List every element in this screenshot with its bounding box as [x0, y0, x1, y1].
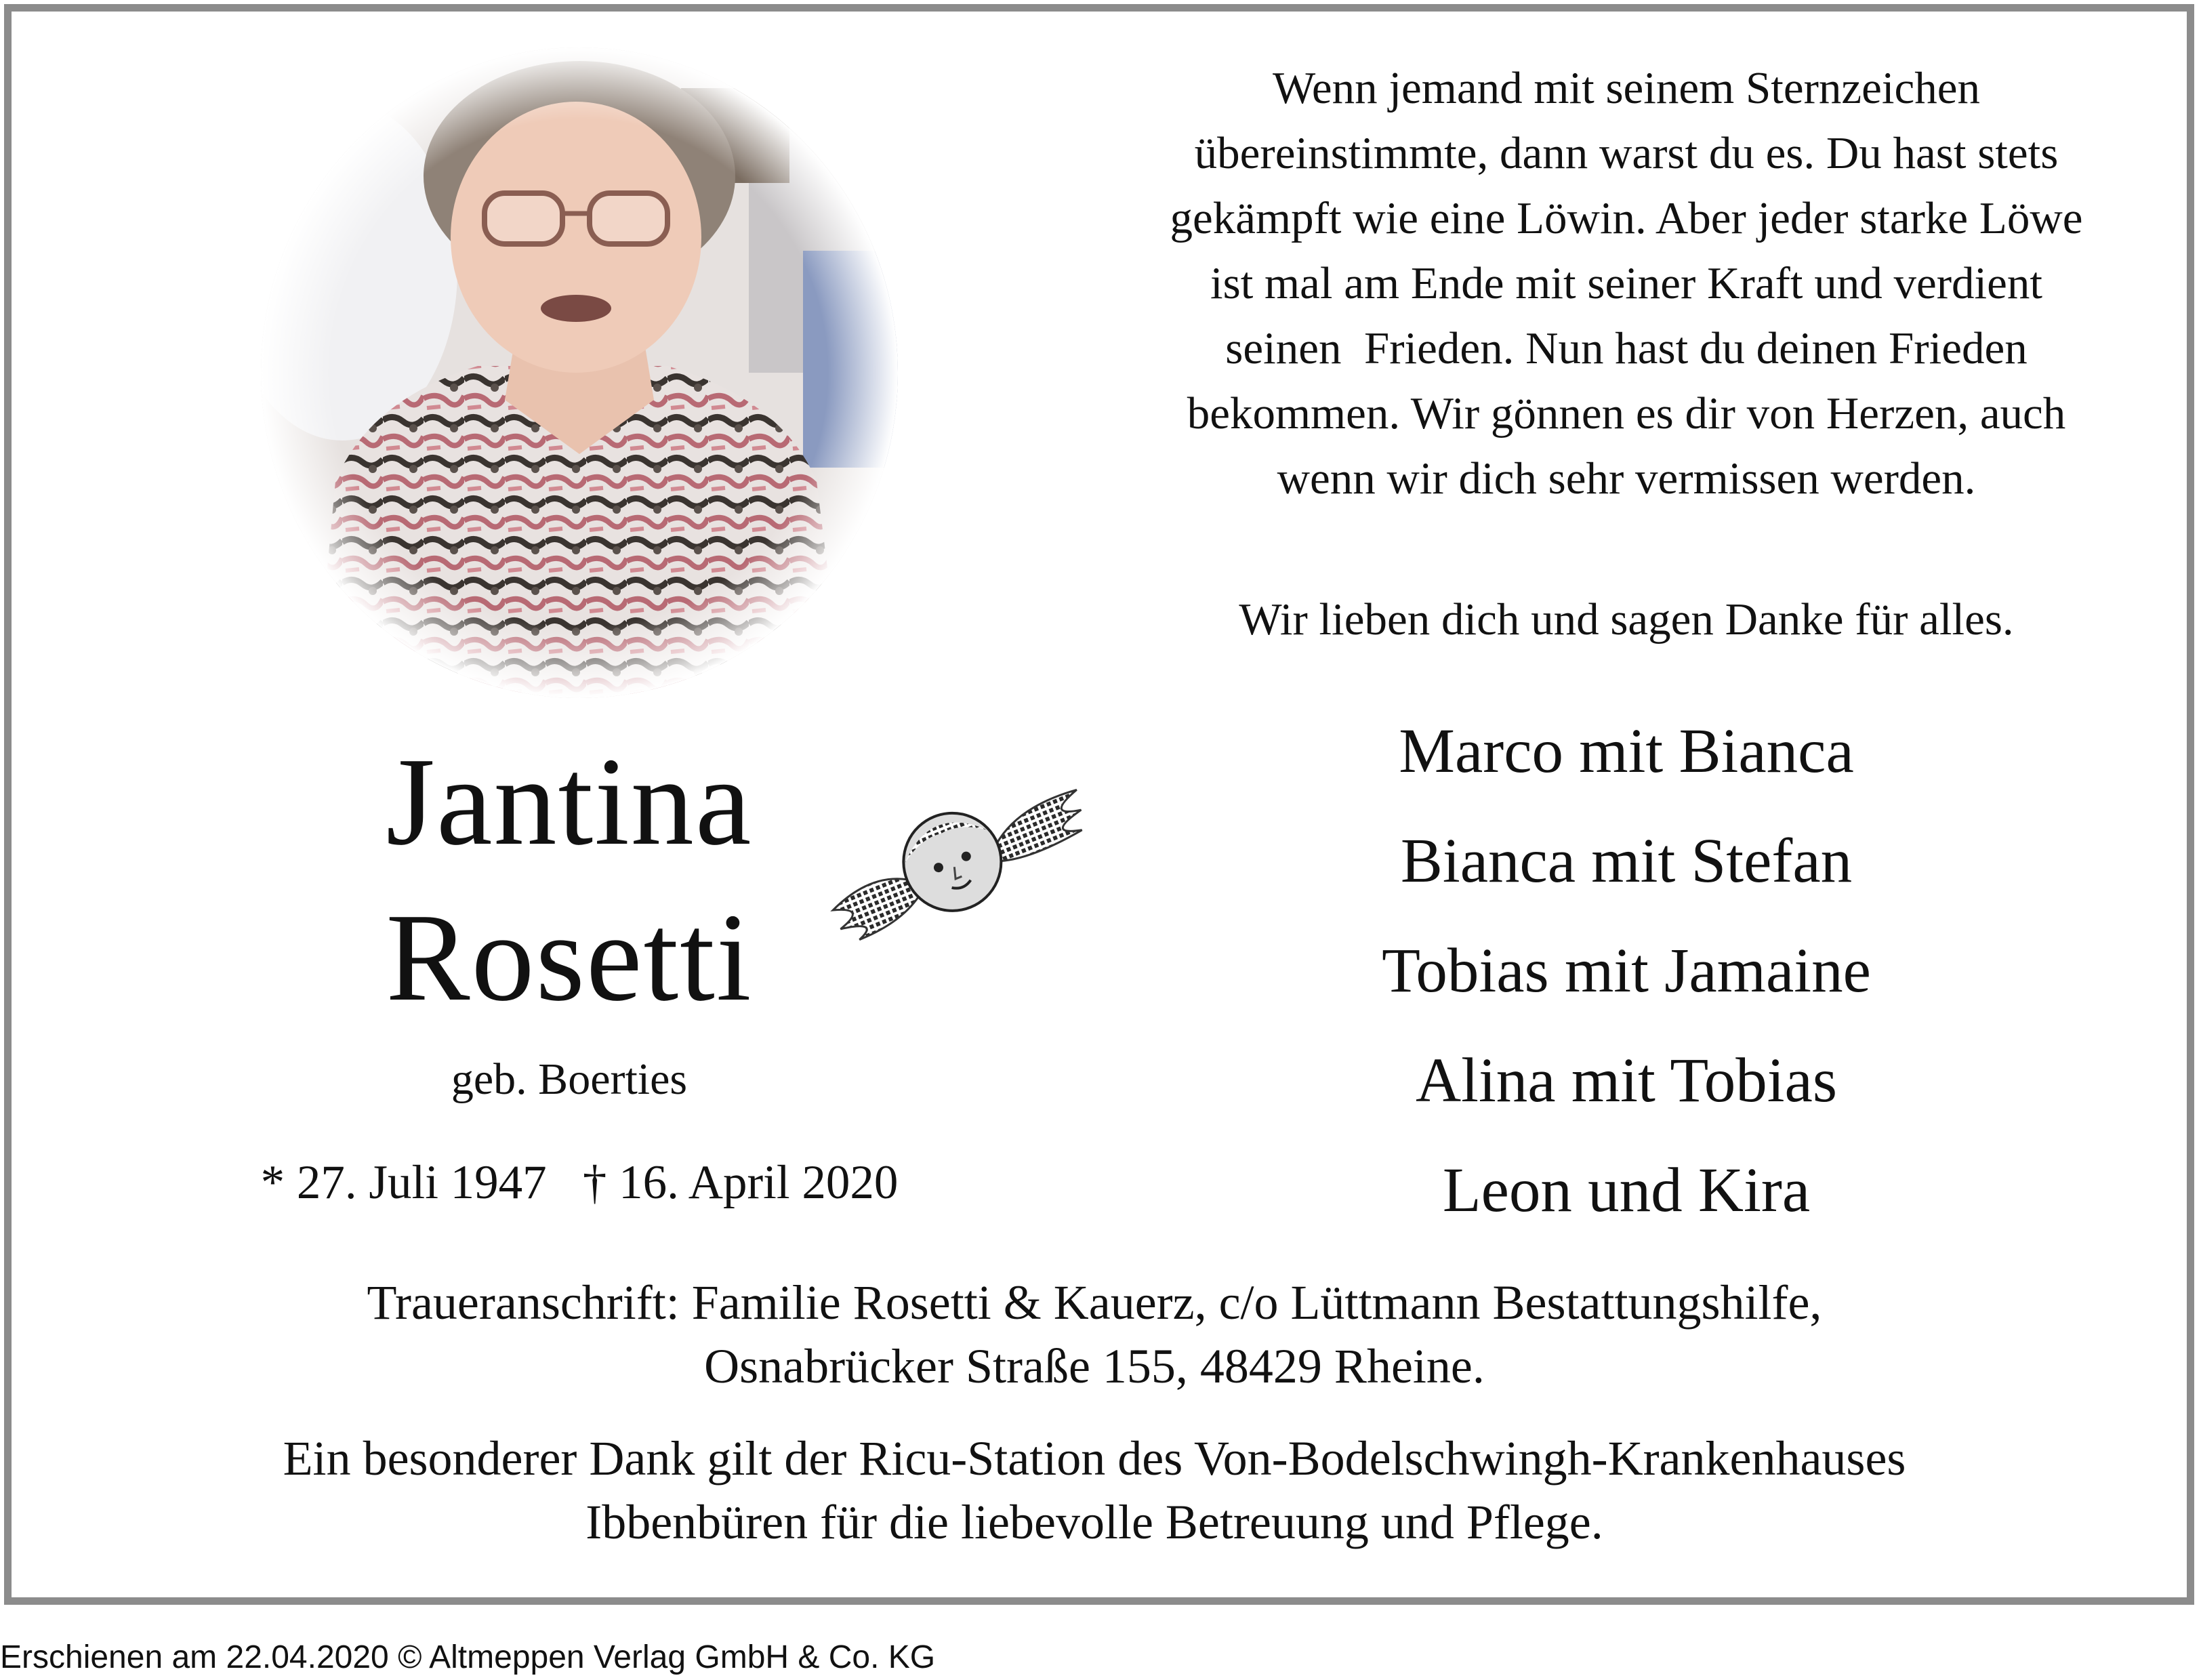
poem-line: übereinstimmte, dann warst du es. Du hast stets: [1194, 128, 2059, 178]
poem-line: Wenn jemand mit seinem Sternzeichen: [1273, 63, 1980, 113]
poem-line: gekämpft wie eine Löwin. Aber jeder starke Löwe: [1170, 193, 2083, 243]
thanks-note: [68, 1427, 2121, 1554]
address-line: Traueranschrift: Familie Rosetti & Kauerz, c/o Lüttmann Bestattungshilfe,: [367, 1275, 1822, 1330]
mourning-address: [68, 1271, 2121, 1398]
poem-closing: Wir lieben dich und sagen Danke für alles.: [1239, 594, 2014, 644]
poem-text: [1084, 56, 2168, 511]
first-name: Jantina: [386, 732, 753, 872]
cherub-icon: [810, 759, 1101, 962]
portrait-photo: [261, 47, 898, 698]
poem-line: bekommen. Wir gönnen es dir von Herzen, auch: [1187, 388, 2066, 438]
maiden-name: geb. Boerties: [451, 1054, 688, 1104]
publication-footer: Erschienen am 22.04.2020 © Altmeppen Verlag GmbH & Co. KG: [0, 1639, 936, 1675]
poem-line: wenn wir dich sehr vermissen werden.: [1277, 453, 1976, 504]
poem-line: ist mal am Ende mit seiner Kraft und verdient: [1210, 258, 2042, 308]
mourner-item: Marco mit Bianca: [1399, 716, 1854, 786]
thanks-line: Ibbenbüren für die liebevolle Betreuung und Pflege.: [585, 1495, 1603, 1549]
mourner-item: Alina mit Tobias: [1415, 1046, 1838, 1115]
life-dates: * 27. Juli 1947 † 16. April 2020: [260, 1156, 899, 1209]
poem-line: seinen Frieden. Nun hast du deinen Frieden: [1225, 323, 2028, 373]
mourners-list: [1152, 697, 2101, 1246]
thanks-line: Ein besonderer Dank gilt der Ricu-Station des Von-Bodelschwingh-Krankenhauses: [283, 1431, 1906, 1486]
last-name: Rosetti: [386, 888, 753, 1027]
mourner-item: Leon und Kira: [1442, 1155, 1811, 1225]
mourner-item: Bianca mit Stefan: [1400, 826, 1853, 896]
address-line: Osnabrücker Straße 155, 48429 Rheine.: [704, 1339, 1485, 1393]
mourner-item: Tobias mit Jamaine: [1382, 936, 1871, 1006]
